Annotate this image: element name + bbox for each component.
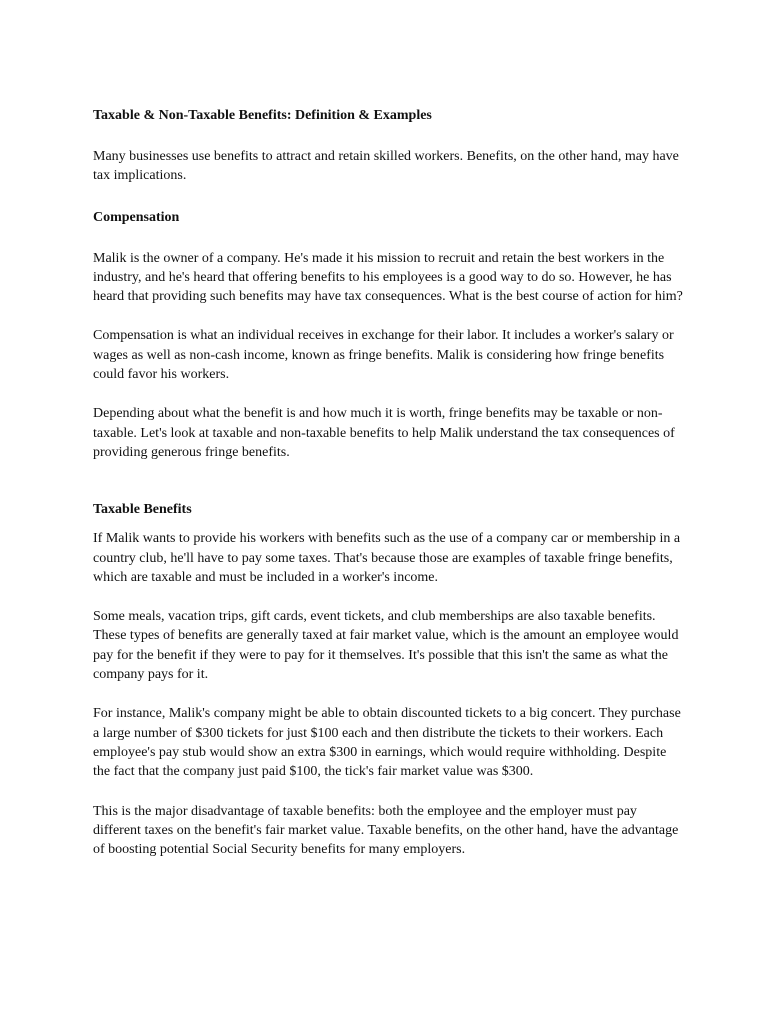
section-heading-compensation: Compensation: [93, 209, 180, 225]
document-page: [93, 106, 683, 859]
compensation-paragraph-3: Depending about what the benefit is and how much it is worth, fringe benefits may be taxable or non-taxable. Let's look at taxable and non-taxable benefits to help Malik understand the tax consequences of providing generous fringe benefits.: [93, 406, 675, 460]
taxable-benefits-paragraph-2: Some meals, vacation trips, gift cards, event tickets, and club memberships are also taxable benefits. These types of benefits are generally taxed at fair market value, which is the amount an employee would pay for the benefit if they were to pay for it themselves. It's possible that this isn't the same as what the company pays for it.: [93, 609, 679, 683]
section-heading-taxable-benefits: Taxable Benefits: [93, 502, 192, 518]
taxable-benefits-paragraph-3: For instance, Malik's company might be able to obtain discounted tickets to a big concert. They purchase a large number of $300 tickets for just $100 each and then distribute the tickets to their workers. Each employee's pay stub would show an extra $300 in earnings, which would require withholding. Despite the fact that the company just paid $100, the tick's fair market value was $300.: [93, 706, 681, 780]
intro-paragraph: Many businesses use benefits to attract and retain skilled workers. Benefits, on the other hand, may have tax implications.: [93, 149, 679, 184]
compensation-paragraph-1: Malik is the owner of a company. He's made it his mission to recruit and retain the best workers in the industry, and he's heard that offering benefits to his employees is a good way to do so. However, he has heard that providing such benefits may have tax consequences. What is the best course of action for him?: [93, 250, 683, 305]
taxable-benefits-paragraph-4: This is the major disadvantage of taxable benefits: both the employee and the employer must pay different taxes on the benefit's fair market value. Taxable benefits, on the other hand, have the advantage of boosting potential Social Security benefits for many employers.: [93, 803, 679, 858]
compensation-paragraph-2: Compensation is what an individual receives in exchange for their labor. It includes a worker's salary or wages as well as non-cash income, known as fringe benefits. Malik is considering how fringe benefits could favor his workers.: [93, 328, 674, 383]
document-title: Taxable & Non-Taxable Benefits: Definition & Examples: [93, 108, 432, 123]
taxable-benefits-paragraph-1: If Malik wants to provide his workers with benefits such as the use of a company car or membership in a country club, he'll have to pay some taxes. That's because those are examples of taxable fringe benefits, which are taxable and must be included in a worker's income.: [93, 531, 681, 585]
